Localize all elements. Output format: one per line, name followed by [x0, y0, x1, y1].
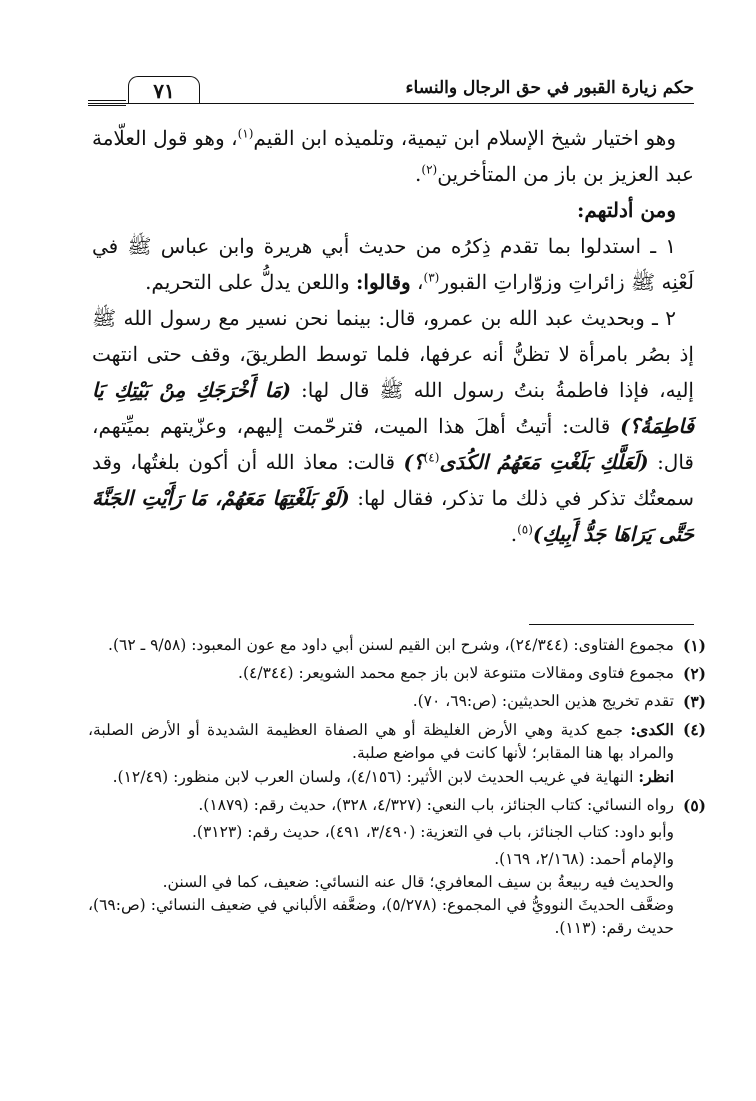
footnote-ref: (١) — [237, 126, 254, 141]
footnote: (٣) تقدم تخريج هذين الحديثين: (ص:٦٩، ٧٠). — [412, 692, 706, 711]
running-title: حكم زيارة القبور في حق الرجال والنساء — [405, 78, 694, 98]
evidence-1: ١ ـ استدلوا بما تقدم ذِكرُه من حديث أبي هريرة وابن عباس ﷺ في لَعْنِه ﷺ زائراتِ وزوّاراتِ القبور$^{(٣)}$، وقالوا: واللعن يدلُّ على التحريم. — [92, 234, 694, 294]
paragraph-1: وهو اختيار شيخ الإسلام ابن تيمية، وتلميذه ابن القيم$^{(١)}$، وهو قول العلّامة عبد العزيز بن باز من المتأخرين$^{(٢)}$. — [92, 126, 694, 186]
footnotes — [88, 634, 706, 945]
evidence-2: ٢ ـ وبحديث عبد الله بن عمرو، قال: بينما نحن نسير مع رسول الله ﷺ إذ بصُر بامرأة لا تظنُّ أنه عرفها، فلما توسط الطريقَ، وقف حتى انتهت إليه، فإذا فاطمةُ بنتُ رسول الله ﷺ قال لها: (مَا أَخْرَجَكِ مِنْ بَيْتِكِ يَا فَاطِمَةُ؟) قالت: أتيتُ أهلَ هذا الميت، فترحّمت إليهم، وعزّيتهم بميِّتهم، قال: (لَعَلَّكِ بَلَغْتِ مَعَهُمُ الكُدَى$^{(٤)}$؟) قالت: معاذ الله أن أكون بلغتُها، وقد سمعتُك تذكر في ذلك ما تذكر، فقال لها: (لَوْ بَلَغْتِهَا مَعَهُمْ، مَا رَأَيْتِ الجَنَّةَ حَتَّى يَرَاهَا جَدُّ أَبِيكِ)$^{(٥)}$. — [92, 306, 694, 546]
main-text — [92, 120, 694, 552]
page-header — [88, 72, 694, 112]
footnote-ref: (٥) — [517, 522, 533, 537]
footnote-ref: (٤) — [423, 450, 440, 465]
footnote: (١) مجموع الفتاوى: (٢٤/٣٤٤)، وشرح ابن القيم لسنن أبي داود مع عون المعبود: (٩/٥٨ ـ ٦٢). — [108, 636, 706, 655]
hadith-quote: (لَوْ بَلَغْتِهَا مَعَهُمْ، مَا رَأَيْتِ الجَنَّةَ حَتَّى يَرَاهَا جَدُّ أَبِيكِ) — [92, 486, 694, 546]
footnote: (٥) رواه النسائي: كتاب الجنائز، باب النعي: (٤/٣٢٧، ٣٢٨)، حديث رقم: (١٨٧٩). وأبو داود: كتاب الجنائز، باب في التعزية: (٣/٤٩٠، ٤٩١)، حديث رقم: (٣١٢٣). والإمام أحمد: (٢/١٦٨، ١٦٩). والحديث فيه ربيعةُ بن سيف المعافري؛ قال عنه النسائي: ضعيف، كما في السنن. وضعَّف الحديثَ النوويُّ في المجموع: (٥/٢٧٨)، وضعَّفه الألباني في ضعيف النسائي: (ص:٦٩)، حديث رقم: (١١٣). — [88, 796, 706, 937]
footnote-ref: (٣) — [423, 270, 440, 285]
page-number: ٧١ — [128, 76, 200, 103]
footnote-separator — [529, 624, 694, 625]
footnote: (٢) مجموع فتاوى ومقالات متنوعة لابن باز جمع محمد الشويعر: (٤/٣٤٤). — [238, 664, 706, 683]
hadith-quote: (لَعَلَّكِ بَلَغْتِ مَعَهُمُ الكُدَى — [439, 450, 649, 474]
footnote-ref: (٢) — [421, 162, 438, 177]
footnote: (٤) الكدى: جمع كدية وهي الأرض الغليظة أو هي الصفاة العظيمة الشديدة أو الأرض الصلبة، والمراد بها هنا المقابر؛ لأنها كانت في مواضع صلبة. انظر: النهاية في غريب الحديث لابن الأثير: (٤/١٥٦)، ولسان العرب لابن منظور: (١٢/٤٩). — [88, 720, 706, 786]
section-heading: ومن أدلتهم: — [576, 198, 676, 222]
hadith-quote: (مَا أَخْرَجَكِ مِنْ بَيْتِكِ يَا فَاطِمَةُ؟) — [92, 378, 694, 438]
header-rule — [88, 103, 694, 104]
header-ornament-rule — [88, 100, 126, 106]
